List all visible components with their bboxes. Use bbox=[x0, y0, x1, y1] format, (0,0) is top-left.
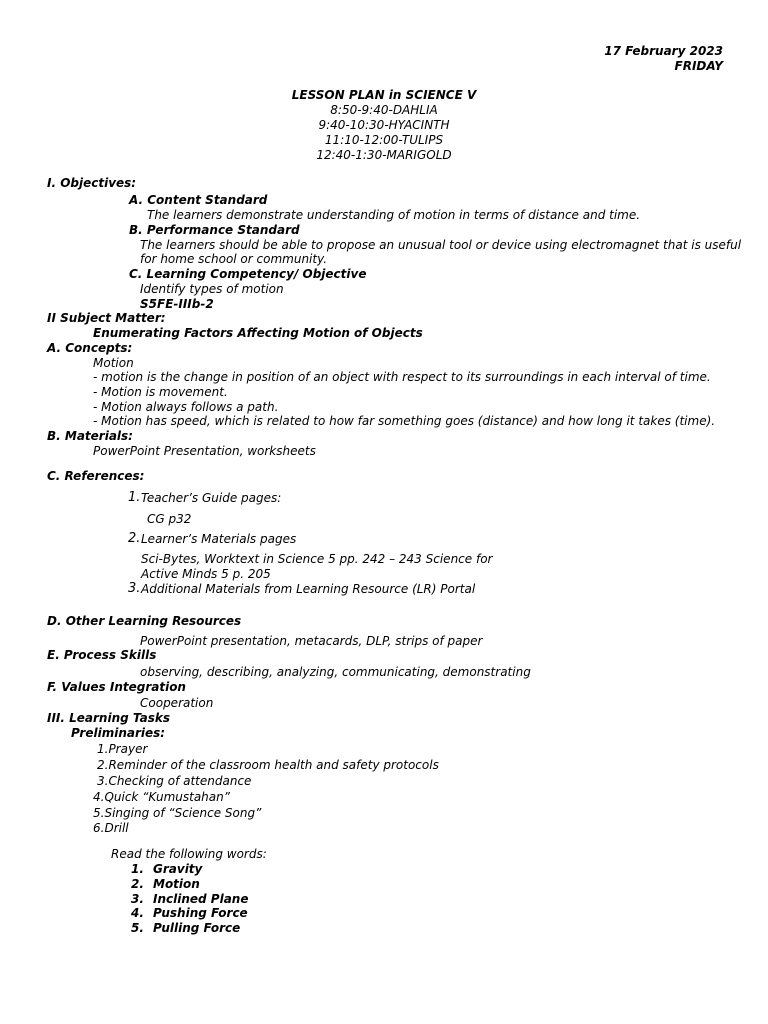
process-skills-heading: E. Process Skills bbox=[47, 648, 157, 662]
word-item: Pulling Force bbox=[153, 921, 241, 935]
objectives-heading: I. Objectives: bbox=[47, 176, 137, 190]
preliminary-item: 3.Checking of attendance bbox=[97, 774, 252, 788]
preliminaries-heading: Preliminaries: bbox=[71, 726, 166, 740]
content-standard-label: A. Content Standard bbox=[129, 193, 268, 207]
materials-text: PowerPoint Presentation, worksheets bbox=[93, 444, 316, 458]
subject-matter-heading: II Subject Matter: bbox=[47, 311, 166, 325]
preliminary-item: 2.Reminder of the classroom health and safety protocols bbox=[97, 758, 439, 772]
reference-detail: CG p32 bbox=[147, 512, 192, 526]
reference-number: 2. bbox=[128, 531, 141, 546]
schedule-line: 12:40-1:30-MARIGOLD bbox=[316, 148, 452, 162]
concept-line: - Motion is movement. bbox=[93, 385, 228, 399]
word-number: 1. bbox=[131, 862, 144, 876]
competency-text: Identify types of motion bbox=[140, 282, 284, 296]
competency-code: S5FE-IIIb-2 bbox=[140, 297, 214, 311]
reference-detail: Active Minds 5 p. 205 bbox=[141, 567, 271, 581]
materials-heading: B. Materials: bbox=[47, 429, 133, 443]
reference-item: Learner’s Materials pages bbox=[141, 532, 297, 546]
page-title: LESSON PLAN in SCIENCE V bbox=[291, 88, 477, 102]
preliminary-item: 5.Singing of “Science Song” bbox=[93, 806, 262, 820]
values-heading: F. Values Integration bbox=[47, 680, 186, 694]
competency-label: C. Learning Competency/ Objective bbox=[129, 267, 367, 281]
lesson-date: 17 February 2023 bbox=[604, 44, 723, 58]
other-resources-text: PowerPoint presentation, metacards, DLP, strips of paper bbox=[140, 634, 483, 648]
other-resources-heading: D. Other Learning Resources bbox=[47, 614, 242, 628]
learning-tasks-heading: III. Learning Tasks bbox=[47, 711, 171, 725]
schedule-line: 8:50-9:40-DAHLIA bbox=[330, 103, 438, 117]
word-number: 4. bbox=[131, 906, 144, 920]
word-number: 3. bbox=[131, 892, 144, 906]
reference-detail: Sci-Bytes, Worktext in Science 5 pp. 242 – 243 Science for bbox=[141, 552, 493, 566]
reference-item: Additional Materials from Learning Resource (LR) Portal bbox=[141, 582, 476, 596]
word-number: 2. bbox=[131, 877, 144, 891]
concept-line: Motion bbox=[93, 356, 134, 370]
preliminary-item: 6.Drill bbox=[93, 821, 129, 835]
read-instruction: Read the following words: bbox=[111, 847, 267, 861]
content-standard-text: The learners demonstrate understanding of motion in terms of distance and time. bbox=[147, 208, 641, 222]
values-text: Cooperation bbox=[140, 696, 214, 710]
lesson-day: FRIDAY bbox=[674, 59, 723, 73]
concept-line: - Motion has speed, which is related to how far something goes (distance) and how long it takes (time). bbox=[93, 414, 716, 428]
concept-line: - motion is the change in position of an object with respect to its surroundings in each interval of time. bbox=[93, 370, 711, 384]
schedule-line: 9:40-10:30-HYACINTH bbox=[318, 118, 450, 132]
word-item: Inclined Plane bbox=[153, 892, 249, 906]
word-item: Motion bbox=[153, 877, 200, 891]
schedule-line: 11:10-12:00-TULIPS bbox=[324, 133, 444, 147]
references-heading: C. References: bbox=[47, 469, 145, 483]
concept-line: - Motion always follows a path. bbox=[93, 400, 279, 414]
preliminary-item: 1.Prayer bbox=[97, 742, 148, 756]
performance-standard-label: B. Performance Standard bbox=[129, 223, 300, 237]
performance-standard-text: The learners should be able to propose an unusual tool or device using electromagnet that is useful bbox=[140, 238, 742, 252]
word-item: Pushing Force bbox=[153, 906, 248, 920]
concepts-heading: A. Concepts: bbox=[47, 341, 133, 355]
reference-number: 3. bbox=[128, 581, 141, 596]
reference-item: Teacher’s Guide pages: bbox=[141, 491, 282, 505]
process-skills-text: observing, describing, analyzing, communicating, demonstrating bbox=[140, 665, 531, 679]
preliminary-item: 4.Quick “Kumustahan” bbox=[93, 790, 230, 804]
word-number: 5. bbox=[131, 921, 144, 935]
subject-topic: Enumerating Factors Affecting Motion of Objects bbox=[93, 326, 423, 340]
performance-standard-text: for home school or community. bbox=[140, 252, 328, 266]
reference-number: 1. bbox=[128, 490, 141, 505]
word-item: Gravity bbox=[153, 862, 203, 876]
